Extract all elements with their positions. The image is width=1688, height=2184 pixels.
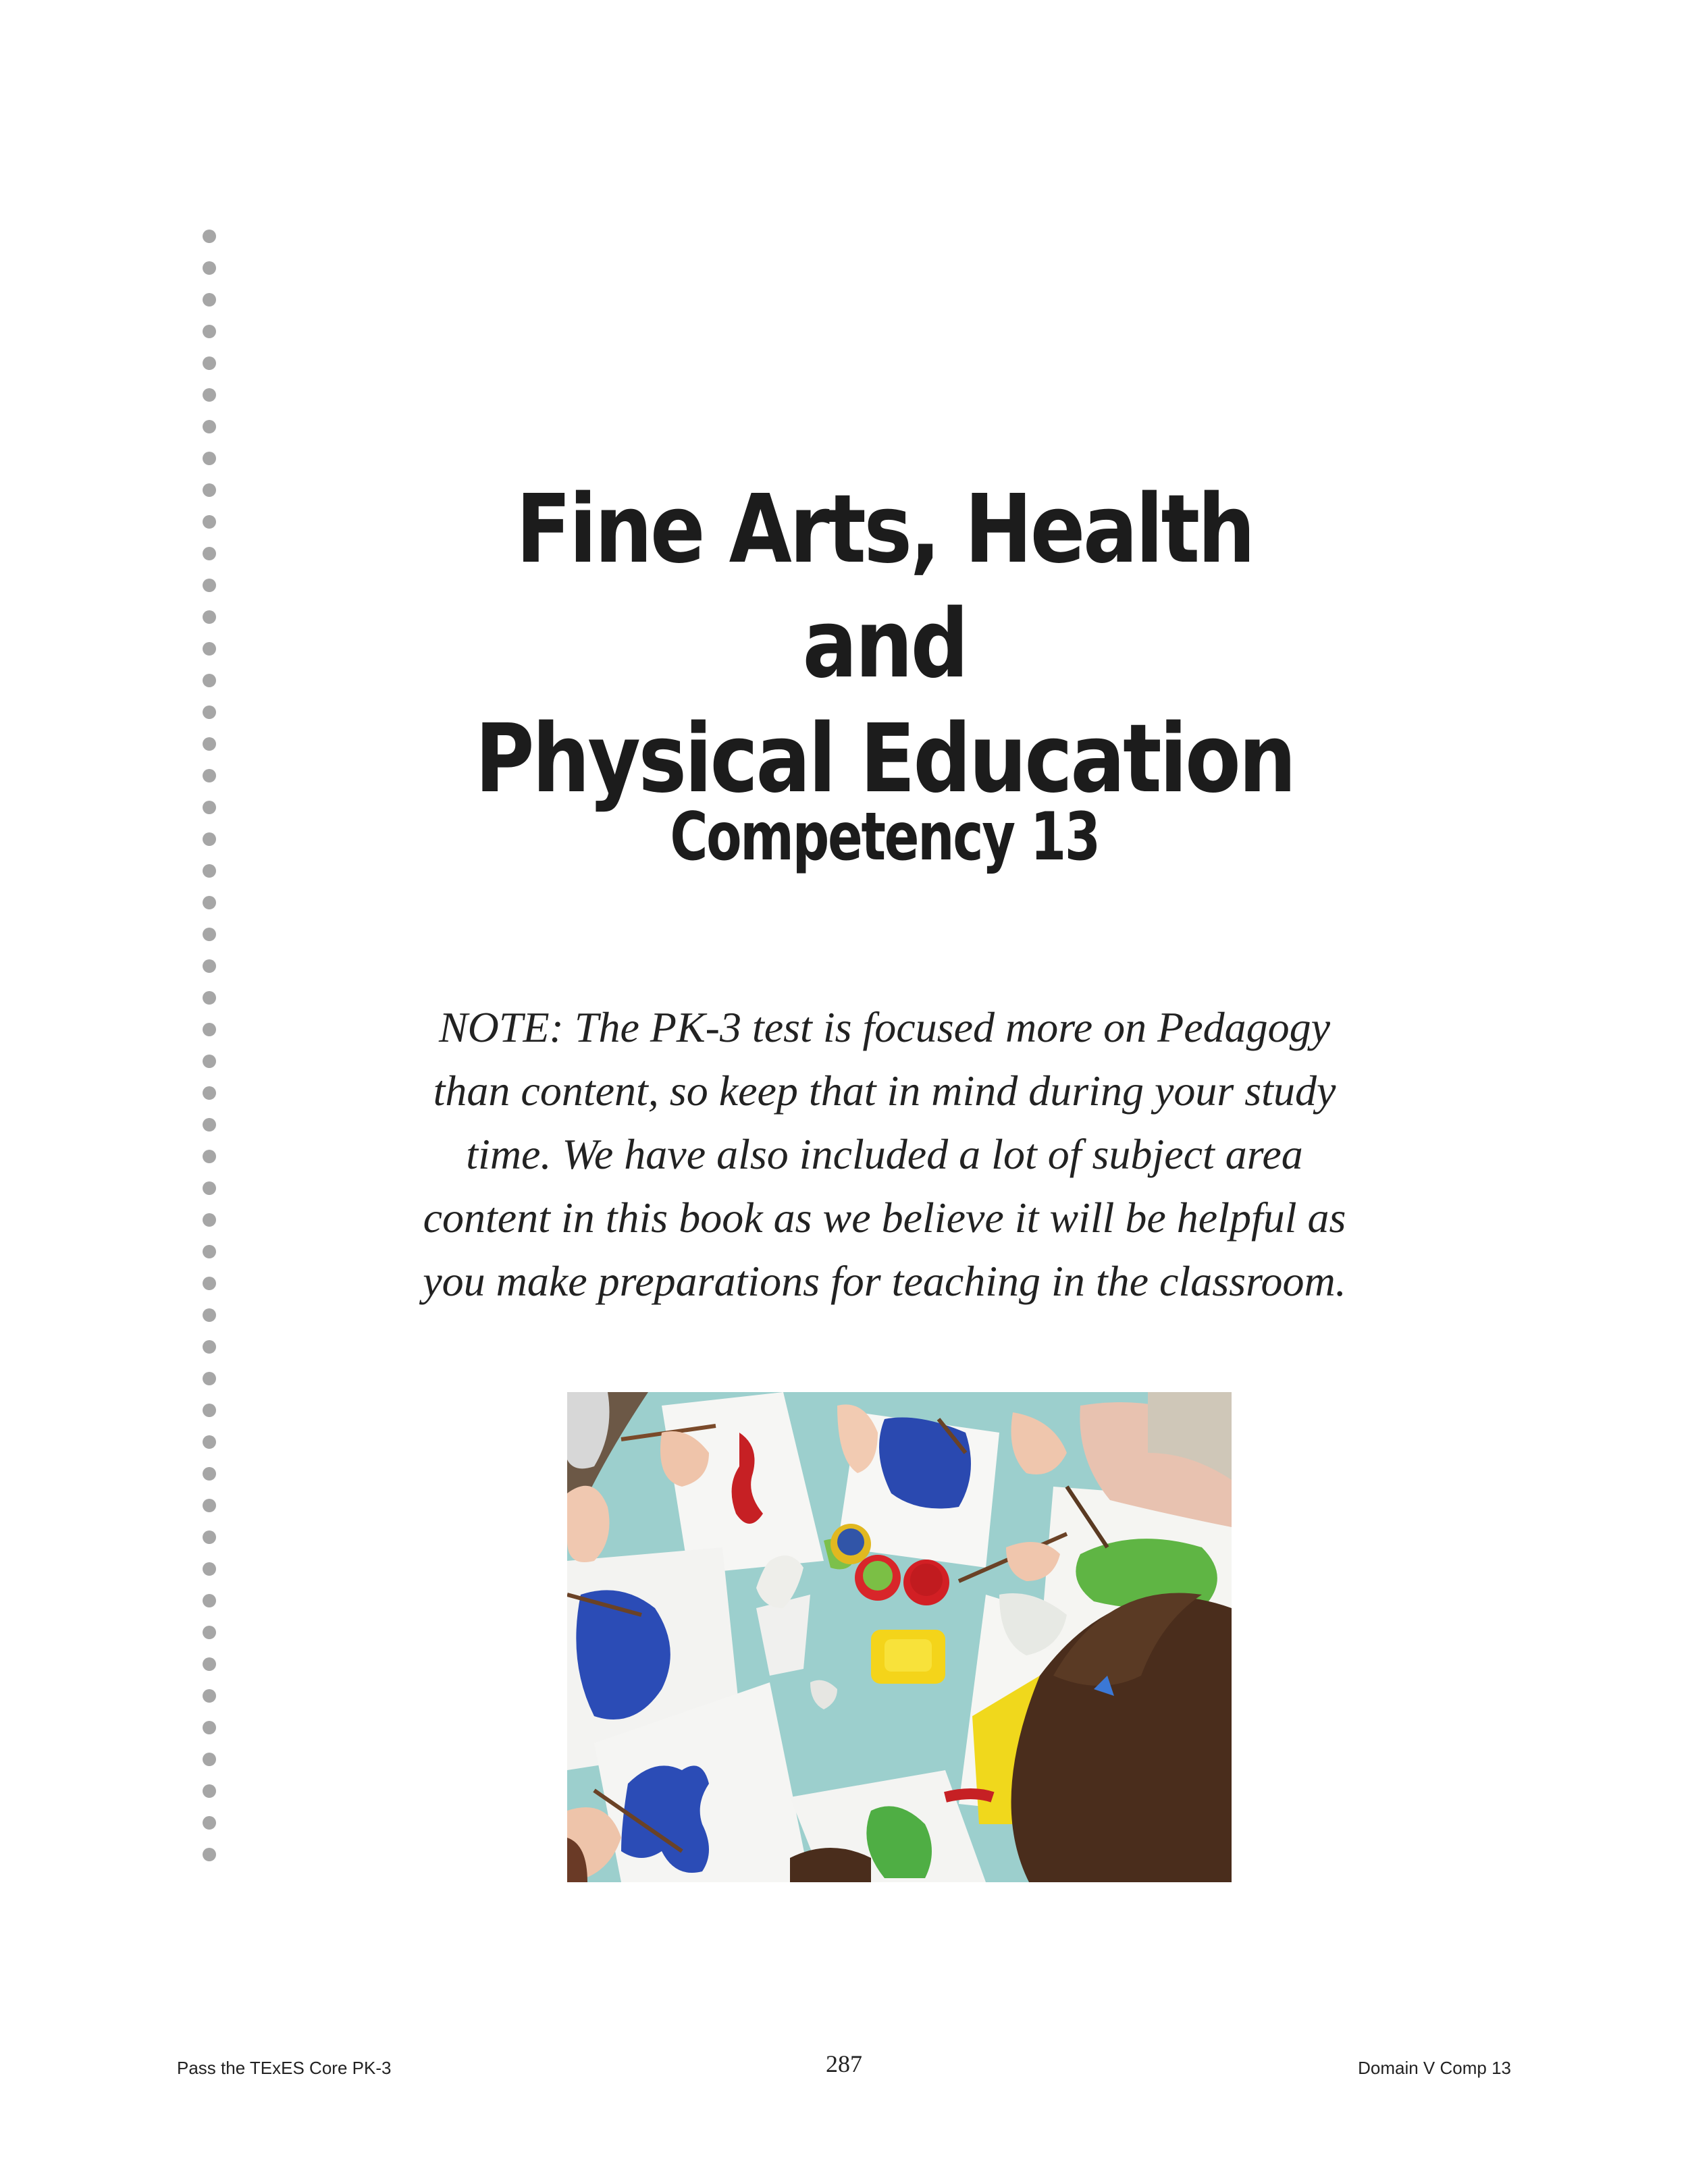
note-line: time. We have also included a lot of subject area — [466, 1130, 1303, 1178]
margin-dot — [203, 1499, 216, 1512]
dotted-margin-rule — [203, 230, 219, 1857]
margin-dot — [203, 1404, 216, 1417]
margin-dot — [203, 1150, 216, 1163]
margin-dot — [203, 1055, 216, 1068]
margin-dot — [203, 832, 216, 846]
margin-dot — [203, 1467, 216, 1481]
margin-dot — [203, 388, 216, 402]
margin-dot — [203, 1626, 216, 1639]
margin-dot — [203, 1308, 216, 1322]
margin-dot — [203, 1118, 216, 1131]
margin-dot — [203, 896, 216, 909]
footer-section: Domain V Comp 13 — [1358, 2058, 1511, 2078]
margin-dot — [203, 642, 216, 656]
margin-dot — [203, 1435, 216, 1449]
children-painting-photo — [567, 1392, 1232, 1882]
margin-dot — [203, 1181, 216, 1195]
margin-dot — [203, 928, 216, 941]
footer-book-title: Pass the TExES Core PK-3 — [177, 2058, 392, 2078]
title-line-2: Physical Education — [475, 704, 1294, 814]
margin-dot — [203, 1816, 216, 1830]
margin-dot — [203, 547, 216, 560]
note-line: content in this book as we believe it will be helpful as — [423, 1194, 1346, 1242]
margin-dot — [203, 1562, 216, 1576]
margin-dot — [203, 1689, 216, 1703]
margin-dot — [203, 864, 216, 878]
margin-dot — [203, 420, 216, 433]
margin-dot — [203, 1784, 216, 1798]
margin-dot — [203, 579, 216, 592]
margin-dot — [203, 1340, 216, 1354]
margin-dot — [203, 230, 216, 243]
note-line: than content, so keep that in mind during your study — [433, 1067, 1336, 1115]
competency-subtitle: Competency 13 — [670, 799, 1099, 876]
photo-illustration — [567, 1392, 1232, 1882]
margin-dot — [203, 1023, 216, 1036]
margin-dot — [203, 705, 216, 719]
margin-dot — [203, 452, 216, 465]
margin-dot — [203, 1213, 216, 1227]
note-line: you make preparations for teaching in the classroom. — [423, 1257, 1346, 1305]
margin-dot — [203, 1657, 216, 1671]
margin-dot — [203, 1277, 216, 1290]
margin-dot — [203, 1753, 216, 1766]
margin-dot — [203, 737, 216, 751]
margin-dot — [203, 1245, 216, 1258]
margin-dot — [203, 1594, 216, 1607]
margin-dot — [203, 1086, 216, 1100]
margin-dot — [203, 1848, 216, 1861]
margin-dot — [203, 1372, 216, 1385]
margin-dot — [203, 991, 216, 1005]
margin-dot — [203, 356, 216, 370]
margin-dot — [203, 610, 216, 624]
page-title — [449, 473, 1320, 817]
title-line-1: Fine Arts, Health and — [516, 475, 1253, 699]
margin-dot — [203, 261, 216, 275]
margin-dot — [203, 293, 216, 307]
margin-dot — [203, 769, 216, 782]
page-number: 287 — [826, 2050, 862, 2077]
margin-dot — [203, 1530, 216, 1544]
note-paragraph — [405, 996, 1364, 1313]
margin-dot — [203, 959, 216, 973]
margin-dot — [203, 515, 216, 529]
margin-dot — [203, 801, 216, 814]
note-line: NOTE: The PK-3 test is focused more on Pedagogy — [438, 1003, 1331, 1051]
margin-dot — [203, 674, 216, 687]
margin-dot — [203, 483, 216, 497]
margin-dot — [203, 1721, 216, 1734]
margin-dot — [203, 325, 216, 338]
